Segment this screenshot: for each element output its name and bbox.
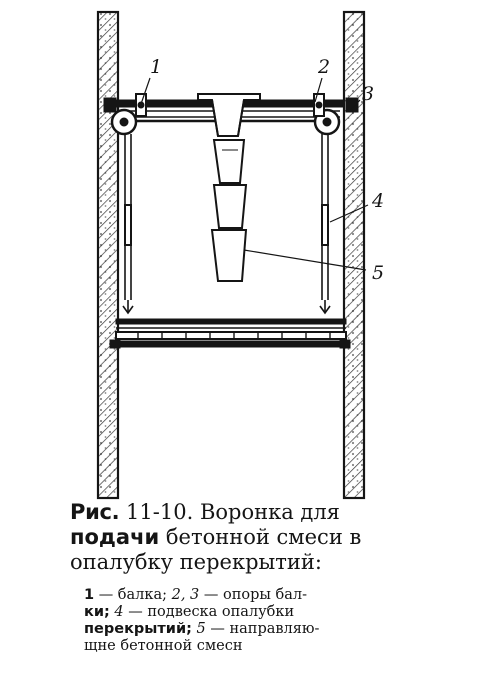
legend-num-4: 4 <box>114 604 124 620</box>
funnel-section-1 <box>214 140 244 183</box>
legend-text-4: — подвеска опалубки <box>123 604 295 620</box>
figure-label: Рис. <box>70 500 120 524</box>
label-2: 2 <box>318 56 331 78</box>
figure-number: 11-10. <box>126 500 194 524</box>
label-3: 3 <box>362 83 375 105</box>
legend-text-2-3-end: ки; <box>84 604 110 620</box>
right-suspension <box>320 134 330 313</box>
figure-caption <box>70 500 470 655</box>
legend-text-5-end: щне бетонной смесн <box>84 638 243 654</box>
caption-title <box>70 500 470 575</box>
caption-legend <box>84 587 470 655</box>
legend-num-1: 1 <box>84 587 95 603</box>
caption-title-bold: подачи <box>70 525 160 549</box>
label-1: 1 <box>150 56 163 78</box>
hopper <box>198 94 260 136</box>
label-4: 4 <box>372 190 385 212</box>
left-wall <box>98 12 118 498</box>
bottom-formwork <box>110 319 350 348</box>
right-wall <box>344 12 364 498</box>
caption-title-part-3: опалубку перекрытий: <box>70 550 322 574</box>
legend-text-1: — балка; <box>94 587 172 603</box>
caption-title-part-2: бетонной смеси в <box>165 525 362 549</box>
legend-text-4-end: перекрытий; <box>84 621 192 637</box>
funnel-section-3 <box>212 230 246 281</box>
caption-title-part-1: Воронка для <box>199 500 340 524</box>
left-suspension <box>123 134 133 313</box>
label-5: 5 <box>372 262 385 284</box>
legend-text-2-3: — опоры бал- <box>199 587 308 603</box>
legend-num-5: 5 <box>196 621 206 637</box>
legend-text-5: — направляю- <box>205 621 320 637</box>
legend-num-2-3: 2, 3 <box>171 587 200 603</box>
funnel-section-2 <box>214 185 246 228</box>
